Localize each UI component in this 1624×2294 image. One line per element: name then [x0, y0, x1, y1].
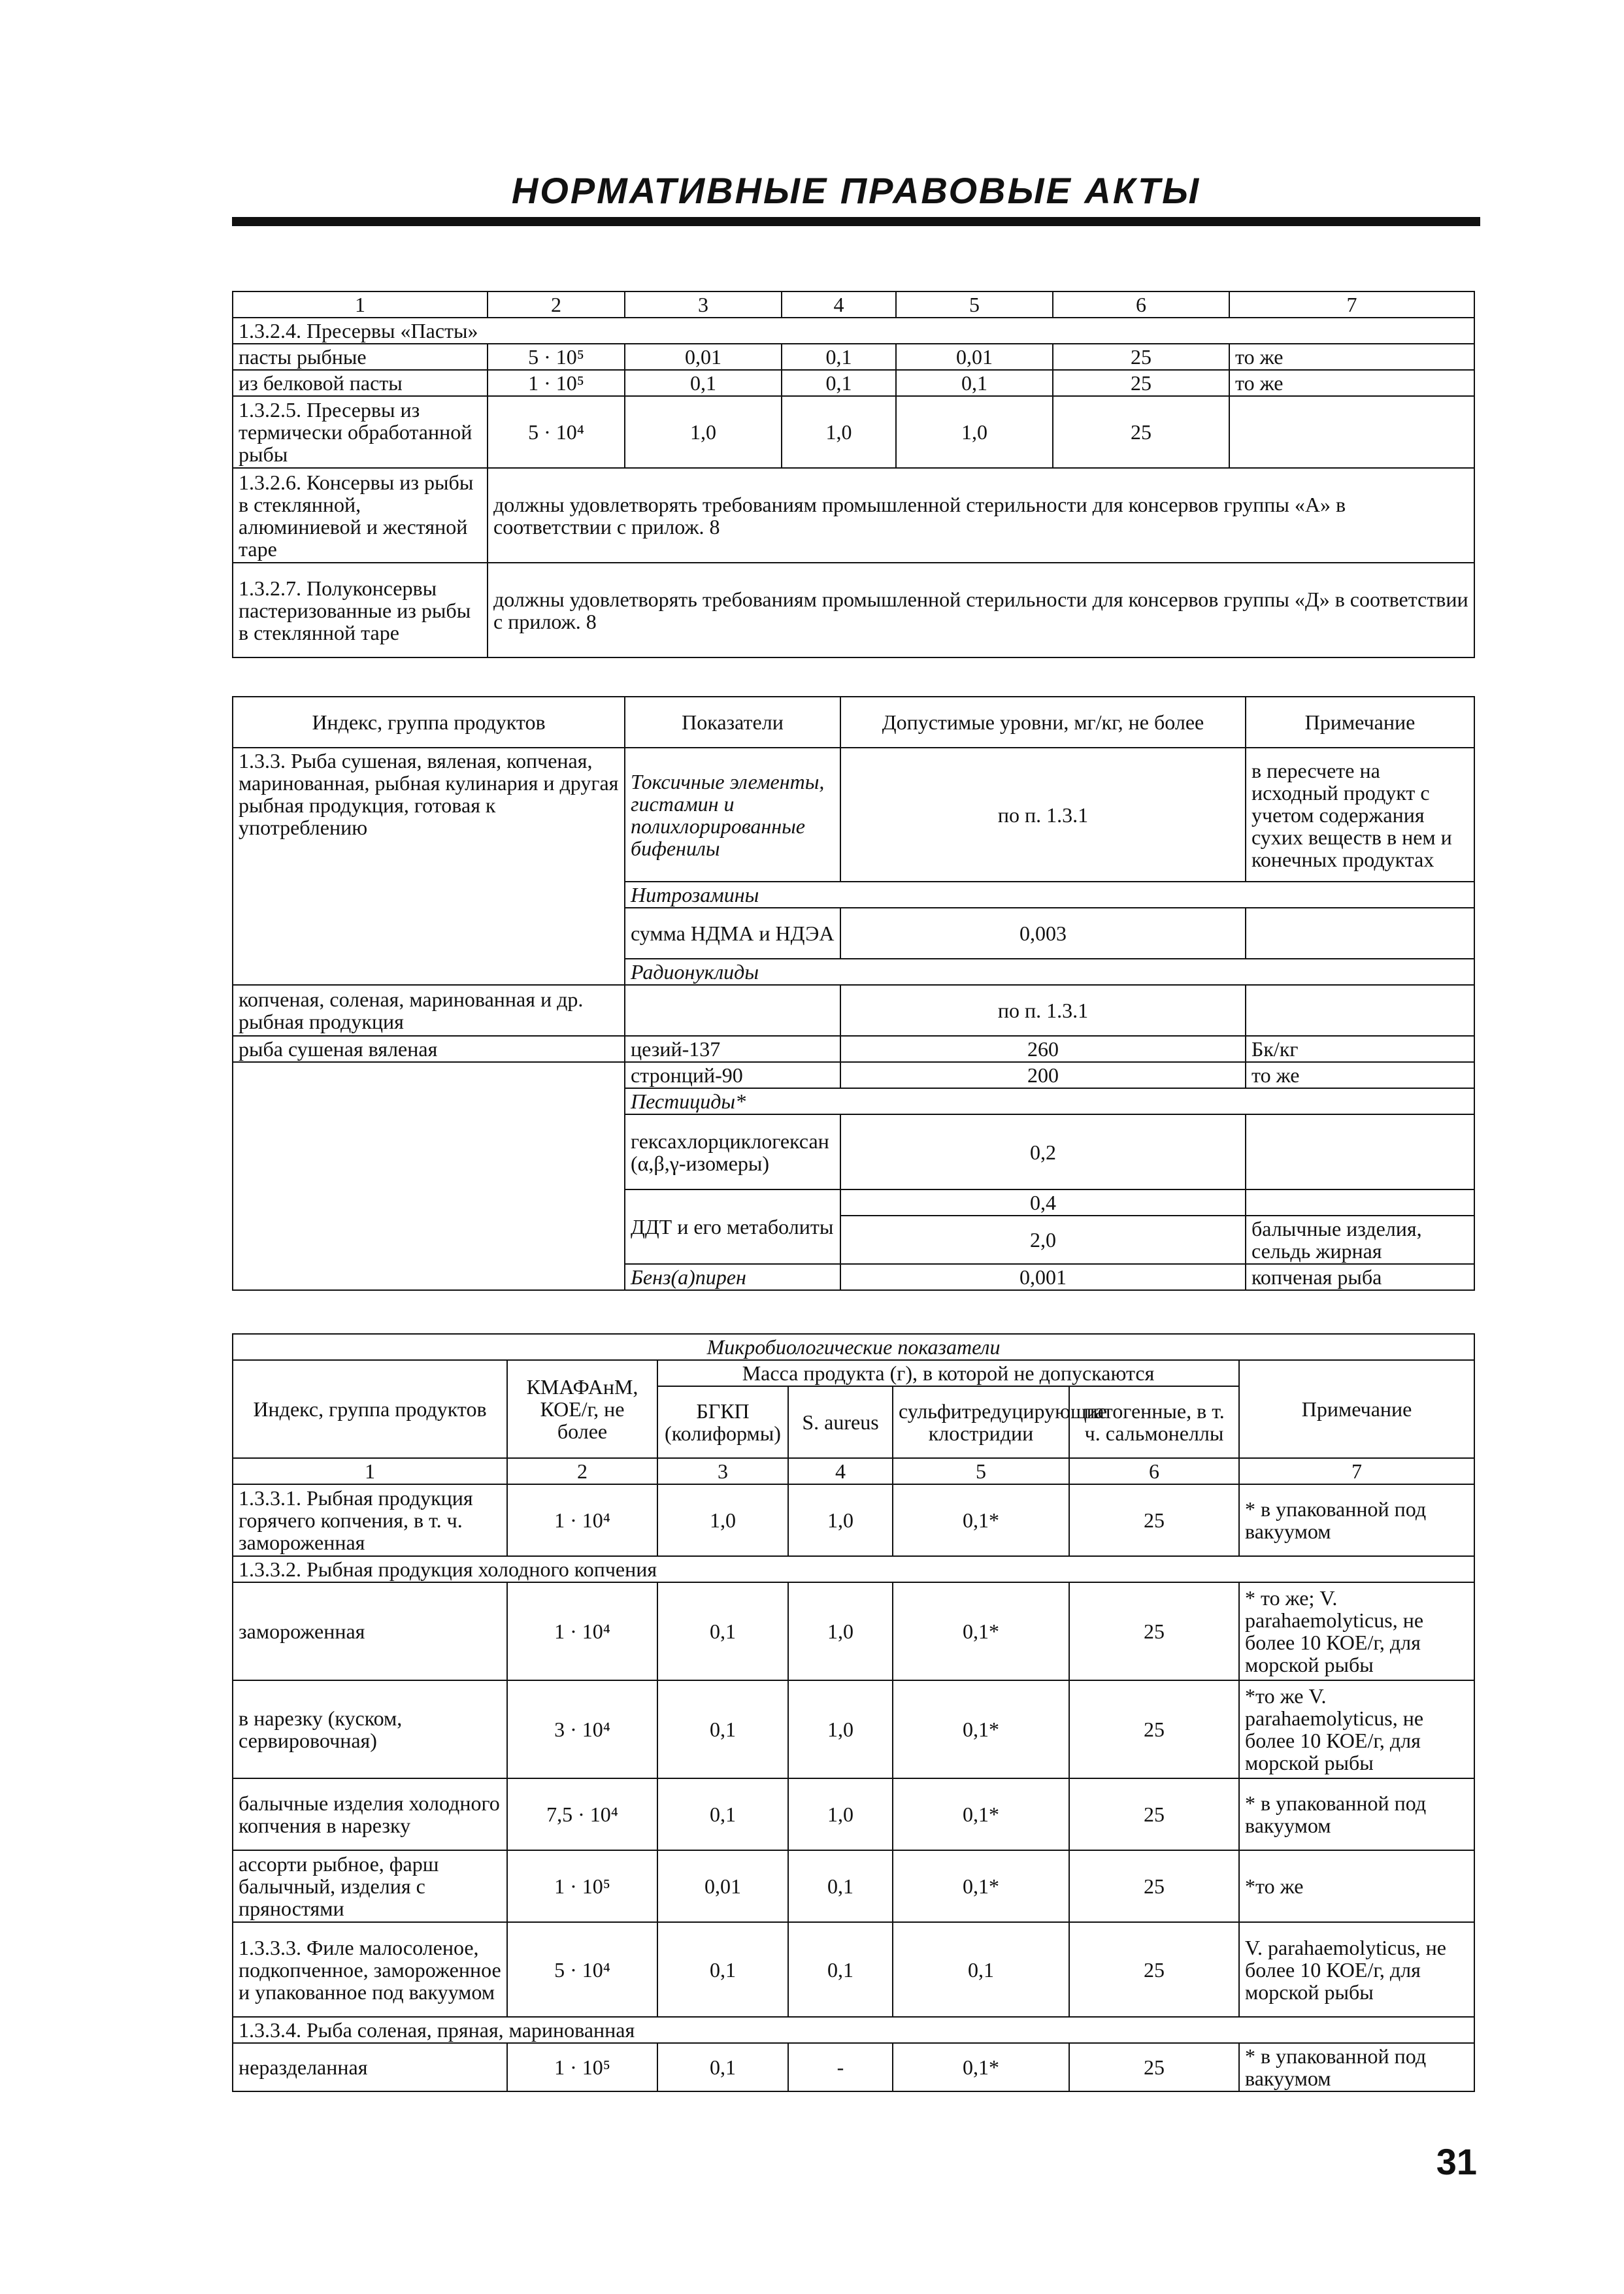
- subsection: Радионуклиды: [625, 959, 1474, 985]
- cell: 1,0: [625, 396, 782, 468]
- cell: 1,0: [788, 1778, 893, 1850]
- subsection: Пестициды*: [625, 1088, 1474, 1114]
- micro-title: Микробиологические показатели: [233, 1334, 1474, 1360]
- note: [1246, 908, 1474, 959]
- col-num: 7: [1229, 291, 1474, 318]
- header-levels: Допустимые уровни, мг/кг, не более: [840, 697, 1246, 748]
- indicator: Токсичные элементы, гистамин и полихлорированные бифенилы: [625, 748, 840, 882]
- level: 0,2: [840, 1114, 1246, 1189]
- table-row: [233, 1556, 1474, 1582]
- cell: 0,1: [657, 2043, 788, 2091]
- header-sulf: сульфитредуцирующие клостридии: [893, 1386, 1069, 1458]
- level: 0,4: [840, 1189, 1246, 1216]
- cell: 5 · 10⁴: [507, 1922, 657, 2017]
- cell: * в упакованной под вакуумом: [1239, 2043, 1474, 2091]
- col-num: 6: [1069, 1458, 1239, 1484]
- note: Бк/кг: [1246, 1036, 1474, 1062]
- indicator: ДДТ и его метаболиты: [625, 1189, 840, 1264]
- product-group: [233, 1062, 625, 1290]
- product-group: 1.3.3. Рыба сушеная, вяленая, копченая, маринованная, рыбная кулинария и другая рыбная продукция, готовая к употреблению: [233, 748, 625, 985]
- cell: * в упакованной под вакуумом: [1239, 1778, 1474, 1850]
- indicator: гексахлорциклогексан (α,β,γ-изомеры): [625, 1114, 840, 1189]
- cell: 1,0: [788, 1582, 893, 1680]
- table-row: [233, 1036, 1474, 1062]
- cell: 0,1*: [893, 1680, 1069, 1778]
- table-row: [233, 748, 1474, 882]
- cell: 1 · 10⁴: [507, 1582, 657, 1680]
- cell: 5 · 10⁵: [488, 344, 625, 370]
- cell: 0,1: [788, 1850, 893, 1922]
- product-name: 1.3.2.6. Консервы из рыбы в стеклянной, алюминиевой и жестяной таре: [233, 468, 488, 563]
- product-name: 1.3.2.5. Пресервы из термически обработанной рыбы: [233, 396, 488, 468]
- table-row: [233, 1922, 1474, 2017]
- level: 2,0: [840, 1216, 1246, 1264]
- cell: то же: [1229, 344, 1474, 370]
- cell: 0,1: [788, 1922, 893, 2017]
- col-num: 4: [782, 291, 896, 318]
- table-row: [233, 396, 1474, 468]
- product-name: 1.3.2.7. Полуконсервы пастеризованные из рыбы в стеклянной таре: [233, 563, 488, 657]
- table-microbiology: [232, 1333, 1475, 2092]
- table-row: [233, 563, 1474, 657]
- product-name: ассорти рыбное, фарш балычный, изделия с пряностями: [233, 1850, 507, 1922]
- product-name: в нарезку (куском, сервировочная): [233, 1680, 507, 1778]
- table-row: [233, 1778, 1474, 1850]
- cell: 0,1: [657, 1680, 788, 1778]
- cell: -: [788, 2043, 893, 2091]
- cell: 25: [1069, 1850, 1239, 1922]
- cell: 25: [1069, 2043, 1239, 2091]
- cell: 25: [1053, 370, 1229, 396]
- col-num: 3: [657, 1458, 788, 1484]
- column-number-row: [233, 1458, 1474, 1484]
- note: то же: [1246, 1062, 1474, 1088]
- level: 0,003: [840, 908, 1246, 959]
- note: балычные изделия, сельдь жирная: [1246, 1216, 1474, 1264]
- header-row: [233, 1360, 1474, 1386]
- cell: 25: [1069, 1778, 1239, 1850]
- col-num: 1: [233, 1458, 507, 1484]
- product-name: 1.3.3.3. Филе малосоленое, подкопченное, замороженное и упакованное под вакуумом: [233, 1922, 507, 2017]
- product-group: рыба сушеная вяленая: [233, 1036, 625, 1062]
- note: в пересчете на исходный продукт с учетом содержания сухих веществ в нем и конечных продуктах: [1246, 748, 1474, 882]
- level: 0,001: [840, 1264, 1246, 1290]
- page-number: 31: [1436, 2141, 1477, 2182]
- cell: 0,1: [657, 1582, 788, 1680]
- table-row: [233, 985, 1474, 1036]
- header-note: Примечание: [1246, 697, 1474, 748]
- cell: 25: [1069, 1582, 1239, 1680]
- indicator: [625, 985, 840, 1036]
- table-contaminants: [232, 696, 1475, 1291]
- cell: V. parahaemolyticus, не более 10 КОЕ/г, для морской рыбы: [1239, 1922, 1474, 2017]
- cell: 25: [1069, 1484, 1239, 1556]
- cell: 1 · 10⁵: [507, 1850, 657, 1922]
- cell: 3 · 10⁴: [507, 1680, 657, 1778]
- cell: 0,1: [625, 370, 782, 396]
- header-note: Примечание: [1239, 1360, 1474, 1458]
- header-indicators: Показатели: [625, 697, 840, 748]
- cell: 1,0: [657, 1484, 788, 1556]
- note: [1246, 1189, 1474, 1216]
- cell: 1,0: [896, 396, 1053, 468]
- cell: 0,01: [625, 344, 782, 370]
- product-group: копченая, соленая, маринованная и др. рыбная продукция: [233, 985, 625, 1036]
- cell: 0,1: [657, 1922, 788, 2017]
- requirement-text: должны удовлетворять требованиям промышленной стерильности для консервов группы «Д» в соответствии с прилож. 8: [488, 563, 1474, 657]
- cell: 0,1: [893, 1922, 1069, 2017]
- table-row: [233, 1582, 1474, 1680]
- indicator: стронций-90: [625, 1062, 840, 1088]
- col-num: 3: [625, 291, 782, 318]
- cell: [1229, 396, 1474, 468]
- product-name: неразделанная: [233, 2043, 507, 2091]
- cell: 0,01: [657, 1850, 788, 1922]
- header-kmafanm: КМАФАнМ, КОЕ/г, не более: [507, 1360, 657, 1458]
- table-row: [233, 468, 1474, 563]
- cell: 0,01: [896, 344, 1053, 370]
- column-number-row: [233, 291, 1474, 318]
- cell: 1,0: [788, 1484, 893, 1556]
- table-row: [233, 370, 1474, 396]
- cell: 1,0: [788, 1680, 893, 1778]
- header-index: Индекс, группа продуктов: [233, 1360, 507, 1458]
- table-row: [233, 1680, 1474, 1778]
- cell: 0,1*: [893, 1582, 1069, 1680]
- note: [1246, 985, 1474, 1036]
- cell: 5 · 10⁴: [488, 396, 625, 468]
- cell: * то же; V. parahaemolyticus, не более 10 КОЕ/г, для морской рыбы: [1239, 1582, 1474, 1680]
- cell: * в упакованной под вакуумом: [1239, 1484, 1474, 1556]
- note: копченая рыба: [1246, 1264, 1474, 1290]
- indicator: сумма НДМА и НДЭА: [625, 908, 840, 959]
- header-saureus: S. aureus: [788, 1386, 893, 1458]
- col-num: 6: [1053, 291, 1229, 318]
- cell: 1 · 10⁴: [507, 1484, 657, 1556]
- product-name: балычные изделия холодного копчения в нарезку: [233, 1778, 507, 1850]
- cell: 7,5 · 10⁴: [507, 1778, 657, 1850]
- cell: 25: [1069, 1922, 1239, 2017]
- cell: 0,1: [782, 344, 896, 370]
- level: по п. 1.3.1: [840, 748, 1246, 882]
- header-mass: Масса продукта (г), в которой не допускаются: [657, 1360, 1239, 1386]
- cell: 0,1*: [893, 2043, 1069, 2091]
- product-name: из белковой пасты: [233, 370, 488, 396]
- group-title: 1.3.3.2. Рыбная продукция холодного копчения: [233, 1556, 1474, 1582]
- table-row: [233, 1484, 1474, 1556]
- level: 200: [840, 1062, 1246, 1088]
- cell: 1,0: [782, 396, 896, 468]
- header-index: Индекс, группа продуктов: [233, 697, 625, 748]
- cell: 0,1: [782, 370, 896, 396]
- table-preserves: [232, 291, 1475, 658]
- header-path: патогенные, в т. ч. сальмонеллы: [1069, 1386, 1239, 1458]
- header-row: [233, 697, 1474, 748]
- indicator: цезий-137: [625, 1036, 840, 1062]
- page-header: [232, 165, 1480, 226]
- col-num: 4: [788, 1458, 893, 1484]
- header-rule: [232, 217, 1480, 226]
- col-num: 7: [1239, 1458, 1474, 1484]
- table-row: [233, 1850, 1474, 1922]
- cell: 25: [1053, 396, 1229, 468]
- level: 260: [840, 1036, 1246, 1062]
- cell: 0,1*: [893, 1850, 1069, 1922]
- group-title: 1.3.2.4. Пресервы «Пасты»: [233, 318, 1474, 344]
- table-row: [233, 344, 1474, 370]
- cell: 25: [1069, 1680, 1239, 1778]
- cell: *то же: [1239, 1850, 1474, 1922]
- table-row: [233, 2017, 1474, 2043]
- indicator: Бенз(а)пирен: [625, 1264, 840, 1290]
- page-title: НОРМАТИВНЫЕ ПРАВОВЫЕ АКТЫ: [511, 170, 1201, 211]
- col-num: 2: [507, 1458, 657, 1484]
- product-name: замороженная: [233, 1582, 507, 1680]
- header-bgkp: БГКП (колиформы): [657, 1386, 788, 1458]
- cell: то же: [1229, 370, 1474, 396]
- product-name: 1.3.3.1. Рыбная продукция горячего копчения, в т. ч. замороженная: [233, 1484, 507, 1556]
- cell: 1 · 10⁵: [488, 370, 625, 396]
- table-row: [233, 2043, 1474, 2091]
- level: по п. 1.3.1: [840, 985, 1246, 1036]
- cell: 25: [1053, 344, 1229, 370]
- cell: *то же V. parahaemolyticus, не более 10 КОЕ/г, для морской рыбы: [1239, 1680, 1474, 1778]
- col-num: 5: [896, 291, 1053, 318]
- col-num: 5: [893, 1458, 1069, 1484]
- cell: 0,1*: [893, 1484, 1069, 1556]
- table-row: [233, 318, 1474, 344]
- cell: 0,1: [657, 1778, 788, 1850]
- col-num: 1: [233, 291, 488, 318]
- cell: 0,1: [896, 370, 1053, 396]
- requirement-text: должны удовлетворять требованиям промышленной стерильности для консервов группы «А» в соответствии с прилож. 8: [488, 468, 1474, 563]
- cell: 0,1*: [893, 1778, 1069, 1850]
- cell: 1 · 10⁵: [507, 2043, 657, 2091]
- product-name: пасты рыбные: [233, 344, 488, 370]
- note: [1246, 1114, 1474, 1189]
- table-row: [233, 1334, 1474, 1360]
- group-title: 1.3.3.4. Рыба соленая, пряная, маринованная: [233, 2017, 1474, 2043]
- subsection: Нитрозамины: [625, 882, 1474, 908]
- table-row: [233, 1062, 1474, 1088]
- col-num: 2: [488, 291, 625, 318]
